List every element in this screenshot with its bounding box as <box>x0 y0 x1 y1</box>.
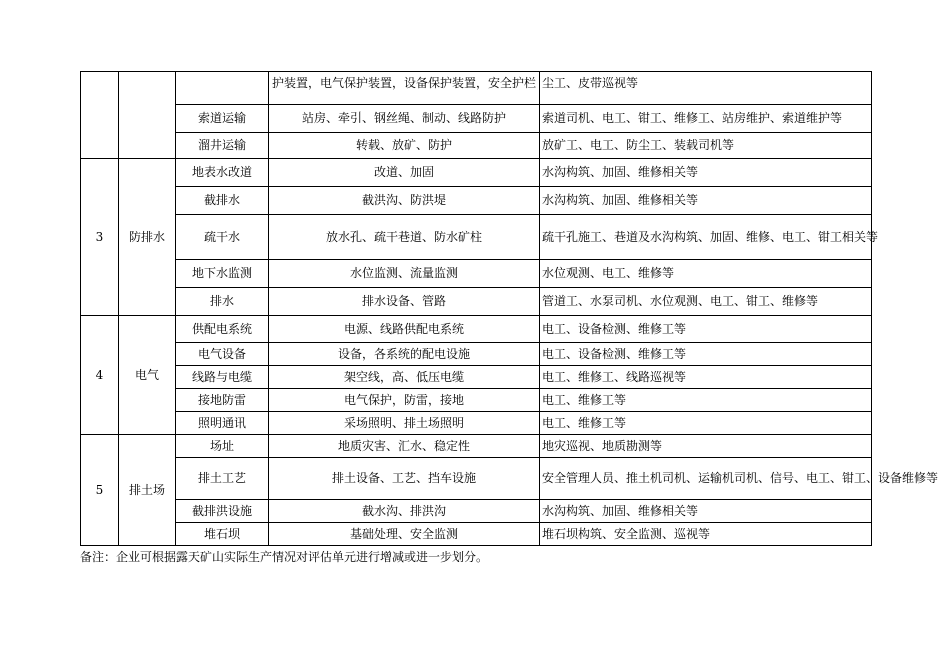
personnel-cell: 水位观测、电工、维修等 <box>540 260 872 288</box>
personnel-cell: 地灾巡视、地质勘测等 <box>540 435 872 458</box>
table-row <box>81 389 872 412</box>
personnel-cell: 电工、维修工等 <box>540 412 872 435</box>
measures-cell: 截洪沟、防洪堤 <box>269 187 540 215</box>
personnel-cell: 电工、维修工等 <box>540 389 872 412</box>
table-row <box>81 260 872 288</box>
personnel-cell: 放矿工、电工、防尘工、装载司机等 <box>540 133 872 159</box>
unit-cell: 索道运输 <box>176 105 269 133</box>
assessment-unit-table <box>80 71 939 546</box>
unit-cell: 截排水 <box>176 187 269 215</box>
measures-cell: 架空线，高、低压电缆 <box>269 366 540 389</box>
measures-cell: 站房、牵引、钢丝绳、制动、线路防护 <box>269 105 540 133</box>
group-name-cell: 电气 <box>119 316 176 435</box>
measures-cell: 截水沟、排洪沟 <box>269 500 540 523</box>
measures-cell: 改道、加固 <box>269 159 540 187</box>
empty-unit-cell <box>176 72 269 105</box>
unit-cell: 溜井运输 <box>176 133 269 159</box>
personnel-cell: 管道工、水泵司机、水位观测、电工、钳工、维修等 <box>540 288 872 316</box>
table-row <box>81 105 872 133</box>
personnel-cell: 水沟构筑、加固、维修相关等 <box>540 187 872 215</box>
unit-cell: 供配电系统 <box>176 316 269 343</box>
personnel-cell: 水沟构筑、加固、维修相关等 <box>540 159 872 187</box>
table-row <box>81 523 872 546</box>
group-name-cell: 排土场 <box>119 435 176 546</box>
unit-cell: 堆石坝 <box>176 523 269 546</box>
unit-cell: 排土工艺 <box>176 458 269 500</box>
unit-cell: 场址 <box>176 435 269 458</box>
group-no-cell: 4 <box>81 316 119 435</box>
group-no-cell: 5 <box>81 435 119 546</box>
unit-cell: 照明通讯 <box>176 412 269 435</box>
unit-cell: 地表水改道 <box>176 159 269 187</box>
unit-cell: 排水 <box>176 288 269 316</box>
personnel-cell: 尘工、皮带巡视等 <box>540 72 872 105</box>
table-note: 备注：企业可根据露天矿山实际生产情况对评估单元进行增减或进一步划分。 <box>80 550 489 564</box>
unit-cell: 截排洪设施 <box>176 500 269 523</box>
measures-cell: 放水孔、疏干巷道、防水矿柱 <box>269 215 540 260</box>
unit-cell: 电气设备 <box>176 343 269 366</box>
table-row <box>81 412 872 435</box>
measures-cell: 采场照明、排土场照明 <box>269 412 540 435</box>
measures-cell: 设备，各系统的配电设施 <box>269 343 540 366</box>
measures-cell: 排水设备、管路 <box>269 288 540 316</box>
measures-cell: 护装置，电气保护装置，设备保护装置，安全护栏 <box>269 72 540 105</box>
personnel-cell: 索道司机、电工、钳工、维修工、站房维护、索道维护等 <box>540 105 872 133</box>
group-name-cell: 防排水 <box>119 159 176 316</box>
personnel-cell: 堆石坝构筑、安全监测、巡视等 <box>540 523 872 546</box>
measures-cell: 地质灾害、汇水、稳定性 <box>269 435 540 458</box>
table-row <box>81 316 872 343</box>
empty-name-cell <box>119 72 176 159</box>
table-row <box>81 187 872 215</box>
table-row <box>81 435 872 458</box>
measures-cell: 水位监测、流量监测 <box>269 260 540 288</box>
table-row <box>81 133 872 159</box>
group-no-cell: 3 <box>81 159 119 316</box>
unit-cell: 线路与电缆 <box>176 366 269 389</box>
unit-cell: 疏干水 <box>176 215 269 260</box>
personnel-cell: 疏干孔施工、巷道及水沟构筑、加固、维修、电工、钳工相关等 <box>540 215 872 260</box>
measures-cell: 转载、放矿、防护 <box>269 133 540 159</box>
personnel-cell: 水沟构筑、加固、维修相关等 <box>540 500 872 523</box>
personnel-cell: 电工、设备检测、维修工等 <box>540 316 872 343</box>
personnel-cell: 电工、维修工、线路巡视等 <box>540 366 872 389</box>
unit-cell: 地下水监测 <box>176 260 269 288</box>
table-row <box>81 366 872 389</box>
table-row <box>81 288 872 316</box>
table-row <box>81 215 872 260</box>
table-row <box>81 500 872 523</box>
personnel-cell: 电工、设备检测、维修工等 <box>540 343 872 366</box>
empty-no-cell <box>81 72 119 159</box>
measures-cell: 电气保护，防雷，接地 <box>269 389 540 412</box>
measures-cell: 排土设备、工艺、挡车设施 <box>269 458 540 500</box>
personnel-cell: 安全管理人员、推土机司机、运输机司机、信号、电工、钳工、设备维修等 <box>540 458 872 500</box>
measures-cell: 基础处理、安全监测 <box>269 523 540 546</box>
table-row <box>81 343 872 366</box>
table-row <box>81 72 872 105</box>
table-row <box>81 458 872 500</box>
unit-cell: 接地防雷 <box>176 389 269 412</box>
table-row <box>81 159 872 187</box>
measures-cell: 电源、线路供配电系统 <box>269 316 540 343</box>
